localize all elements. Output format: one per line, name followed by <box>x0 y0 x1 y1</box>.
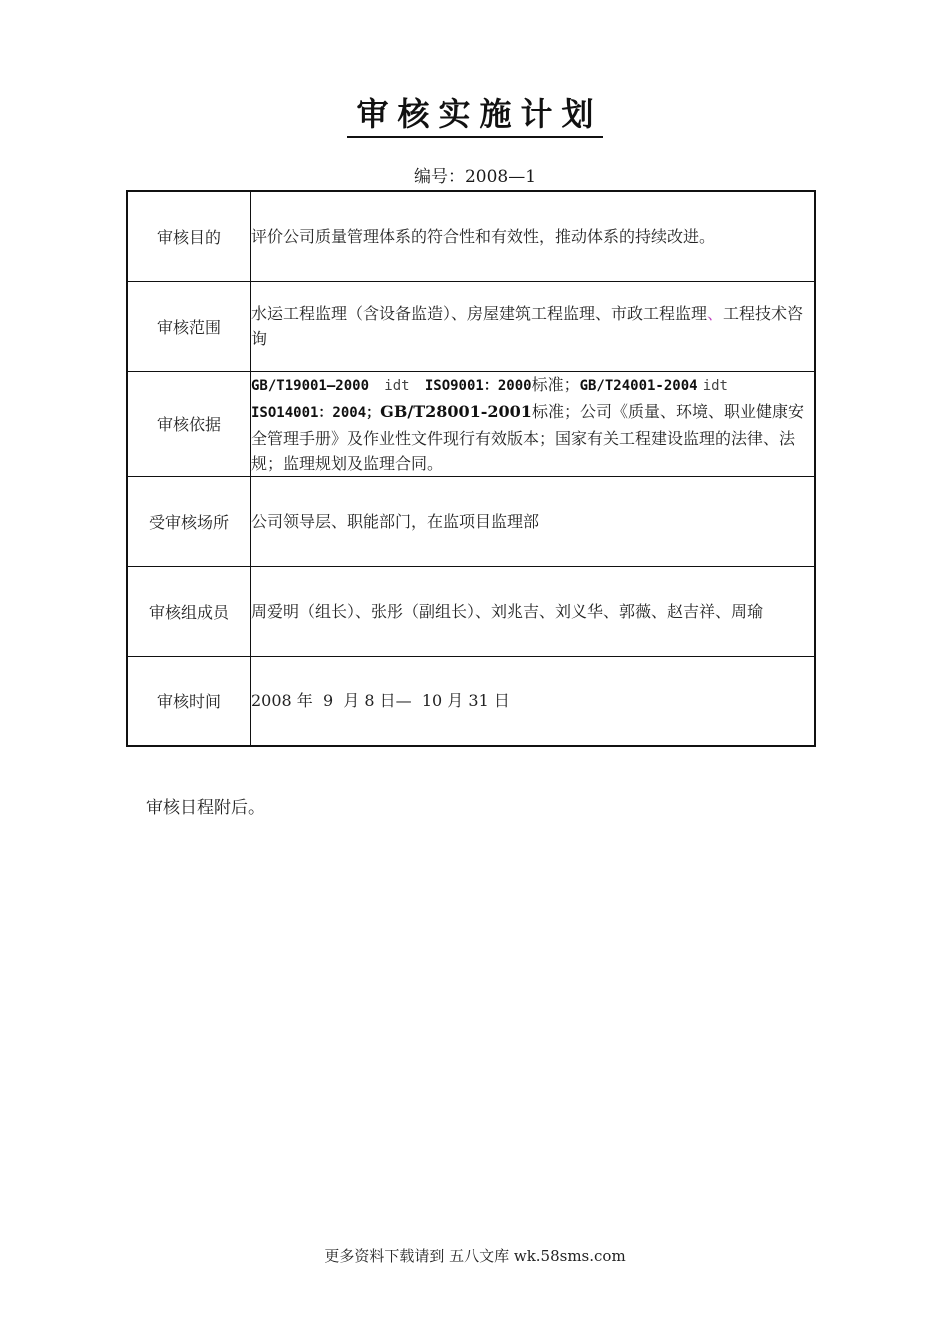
basis-idt-2: idt <box>702 377 728 394</box>
table-row-sites <box>127 476 815 566</box>
table-row-scope <box>127 281 815 371</box>
document-number <box>0 166 950 188</box>
footer-text: 更多资料下载请到 五八文库 wk.58sms.com <box>324 1247 626 1265</box>
row-content-time: 2008 年 9 月 8 日— 10 月 31 日 <box>251 656 816 746</box>
row-content-scope <box>251 281 816 371</box>
row-label-scope: 审核范围 <box>127 281 251 371</box>
row-label-sites: 受审核场所 <box>127 476 251 566</box>
table-row-members <box>127 566 815 656</box>
basis-idt-1: idt <box>384 377 410 394</box>
audit-plan-table <box>126 190 816 747</box>
basis-tail-text: 标准；公司《质量、环境、职业健康安全管理手册》及作业性文件现行有效版本；国家有关工程建设监理的法律、法规；监理规划及监理合同。 <box>251 401 804 473</box>
row-label-members: 审核组成员 <box>127 566 251 656</box>
basis-standard-2: ISO9001：2000 <box>424 377 532 394</box>
row-label-purpose: 审核目的 <box>127 191 251 281</box>
basis-standard-3: GB/T24001-2004 <box>579 377 698 394</box>
scope-main-text: 水运工程监理（含设备监造）、房屋建筑工程监理、市政工程监理 <box>251 304 708 323</box>
document-title-wrapper <box>0 92 950 138</box>
basis-standard-5: GB/T28001-2001 <box>380 401 532 421</box>
scope-tail-text: 工程技术咨询 <box>251 304 804 348</box>
schedule-note: 审核日程附后。 <box>146 798 265 818</box>
basis-standard-4: ISO14001：2004； <box>251 404 381 421</box>
basis-text-1: 标准； <box>531 374 580 394</box>
basis-standard-1: GB/T19001—2000 <box>251 377 370 394</box>
document-number-value: 2008—1 <box>464 167 537 187</box>
row-content-sites: 公司领导层、职能部门，在监项目监理部 <box>251 476 816 566</box>
row-content-purpose: 评价公司质量管理体系的符合性和有效性，推动体系的持续改进。 <box>251 191 816 281</box>
row-label-basis: 审核依据 <box>127 371 251 476</box>
table-row-time <box>127 656 815 746</box>
row-content-basis <box>251 371 816 476</box>
row-label-time: 审核时间 <box>127 656 251 746</box>
table-row-purpose <box>127 191 815 281</box>
document-number-label: 编号： <box>413 167 465 187</box>
row-content-members: 周爱明（组长）、张彤（副组长）、刘兆吉、刘义华、郭薇、赵吉祥、周瑜 <box>251 566 816 656</box>
document-title: 审核实施计划 <box>347 92 602 138</box>
table-row-basis <box>127 371 815 476</box>
scope-separator: 、 <box>707 304 724 323</box>
